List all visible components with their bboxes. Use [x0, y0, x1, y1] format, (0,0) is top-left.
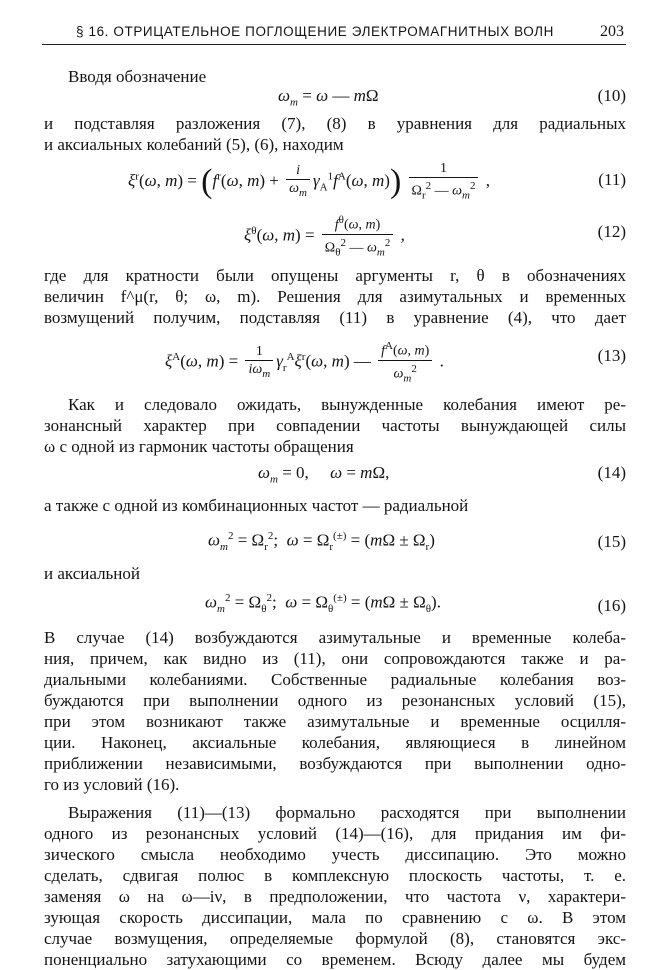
text-line: ния, причем, как видно из (11), они сопровождаются также и ра-	[44, 649, 626, 668]
equation-number: (10)	[597, 86, 626, 105]
running-header	[42, 22, 626, 45]
text-line: В случае (14) возбуждаются азимутальные и временные колеба-	[44, 628, 626, 647]
text-line: сделать, сдвигая полюс в комплексную плоскость частоты, т. е.	[44, 866, 626, 885]
equation-15: $\omega_m^2 = \Omega_r^2$; $\omega = \Omega_r^{(\pm)} = (m\Omega \pm \Omega_r)$	[208, 530, 435, 554]
equation-16: $\omega_m^2 = \Omega_\theta^2$; $\omega = \Omega_\theta^{(\pm)} = (m\Omega \pm \Omega_\theta)$.	[205, 592, 441, 616]
text-line: величин f^μ(r, θ; ω, m). Решения для азимутальных и временных	[44, 287, 626, 306]
equation-14: $\omega_m = 0$, ω = mΩ,	[258, 463, 390, 486]
text-line: одного из резонансных условий (14)—(16), для придания им фи-	[44, 824, 626, 843]
running-title: § 16. ОТРИЦАТЕЛЬНОЕ ПОГЛОЩЕНИЕ ЭЛЕКТРОМАГНИТНЫХ ВОЛН	[76, 24, 554, 39]
text-line: поненциально затухающими со временем. Всюду далее мы будем	[44, 950, 626, 969]
text-line: приближении независимыми, возбуждаются при выполнении одно-	[44, 754, 626, 773]
text-line: зующая скорость диссипации, мала по сравнению с ω. В этом	[44, 908, 626, 927]
equation-number: (16)	[597, 596, 626, 615]
text-line: ω с одной из гармоник частоты обращения	[44, 437, 354, 456]
text-line: и аксиальной	[44, 564, 140, 583]
equation-number: (15)	[597, 532, 626, 551]
text-line: и подставляя разложения (7), (8) в уравнения для радиальных	[44, 114, 626, 133]
text-line: и аксиальных колебаний (5), (6), находим	[44, 135, 344, 154]
text-line: Как и следовало ожидать, вынужденные колебания имеют ре-	[68, 395, 626, 414]
text-line: Вводя обозначение	[68, 67, 207, 86]
equation-number: (14)	[597, 463, 626, 482]
text-line: зического смысла необходимо учесть диссипацию. Это можно	[44, 845, 626, 864]
text-line: случае возмущения, определяемые формулой (8), становятся экс-	[44, 929, 626, 948]
page-number: 203	[600, 23, 624, 40]
text-line: буждаются при выполнении одного из резонансных условий (15),	[44, 691, 626, 710]
text-line: зонансный характер при совпадении частоты вынуждающей силы	[44, 416, 626, 435]
text-line: где для кратности были опущены аргументы r, θ в обозначениях	[44, 266, 626, 285]
text-line: заменяя ω на ω—iν, в предположении, что частота ν, характери-	[44, 887, 626, 906]
equation-12: $\xi^\theta(\omega$, m) = $\frac{f^\theta(\omega, m)}{\Omega_\theta^2 — \omega_m^2}$ ,	[244, 212, 405, 261]
equation-13: $\xi^A(\omega$, m) = $\frac{1}{i\omega_m}$ $\gamma_r^A\xi^r(\omega$, m) — $\frac{f^A(\omega, m)}{\omega_m^2}$ .	[165, 338, 444, 387]
equation-number: (12)	[597, 222, 626, 241]
text-line: возмущений получим, подставляя (11) в уравнение (4), что дает	[44, 308, 626, 327]
text-line: го из условий (16).	[44, 775, 180, 794]
text-line: Выражения (11)—(13) формально расходятся при выполнении	[68, 803, 626, 822]
text-line: ции. Наконец, аксиальные колебания, являющиеся в линейном	[44, 733, 626, 752]
text-line: при этом возникают также азимутальные и временные осцилля-	[44, 712, 626, 731]
equation-number: (11)	[598, 170, 626, 189]
equation-11: $\xi^r(\omega$, $m) = (f^r(\omega$, m) + $\frac{i}{\omega_m}$ $\gamma_A^1f^A(\omega$, m)) $\frac{1}{\Omega_r^2 — \omega_m^2}$ ,	[128, 160, 490, 204]
equation-number: (13)	[597, 346, 626, 365]
equation-10: $\omega_m = \omega$ — mΩ	[278, 86, 379, 109]
text-line: диальными колебаниями. Собственные радиальные колебания воз-	[44, 670, 626, 689]
text-line: а также с одной из комбинационных частот — радиальной	[44, 496, 469, 515]
